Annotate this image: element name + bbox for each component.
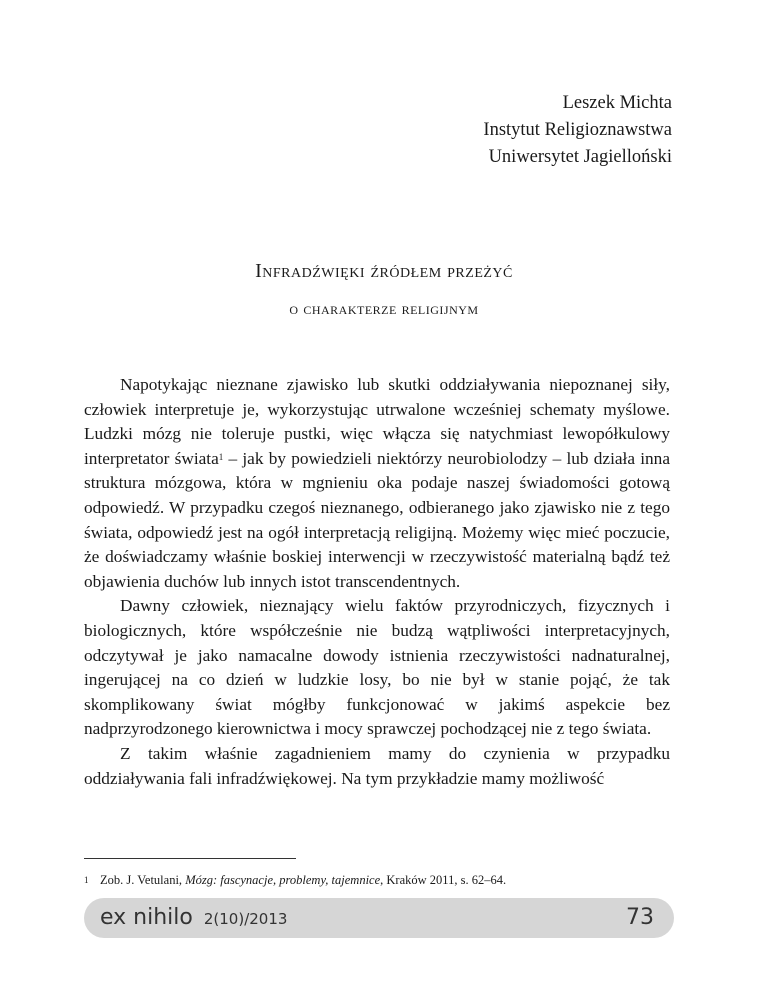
title-line-2: o charakterze religijnym (289, 299, 479, 318)
article-title (0, 258, 768, 320)
paragraph-1 (84, 373, 670, 594)
footnote-1 (84, 872, 506, 888)
article-body (84, 373, 670, 791)
page-number: 73 (626, 905, 654, 930)
author-institute: Instytut Religioznawstwa (483, 120, 672, 140)
author-name: Leszek Michta (562, 93, 672, 113)
journal-title: ex nihilo (100, 905, 193, 930)
footer-bar (84, 898, 674, 938)
footnote-number: 1 (84, 875, 89, 885)
footnote-suffix: , Kraków 2011, s. 62–64. (380, 873, 507, 887)
paragraph-3: Z takim właśnie zagadnieniem mamy do czynienia w przypadku oddziaływania fali infradźwiękowej. Na tym przykładzie mamy możliwość (84, 743, 670, 788)
footnote-book-title: Mózg: fascynacje, problemy, tajemnice (185, 873, 381, 887)
journal-issue: 2(10)/2013 (203, 910, 288, 928)
footnote-prefix: Zob. J. Vetulani, (100, 873, 186, 887)
footnote-divider (84, 858, 296, 859)
paragraph-1-text-a: Napotykając nieznane zjawisko lub skutki oddziaływania niepoznanej siły, człowiek interpretuje je, wykorzystując utrwalone wcześniej schematy myślowe. Ludzki mózg nie toleruje pustki, więc włącza się natychmiast lewopółkulowy interpretator świata (84, 375, 670, 468)
author-block (483, 90, 672, 171)
paragraph-2: Dawny człowiek, nieznający wielu faktów przyrodniczych, fizycznych i biologicznych, które współcześnie nie budzą wątpliwości interpretacyjnych, odczytywał je jako namacalne dowody istnienia rzeczywistości nadnaturalnej, ingerującej na co dzień w ludzkie losy, bo nie był w stanie pojąć, że tak skomplikowany świat mógłby funkcjonować w jakimś aspekcie bez nadprzyrodzonego kierownictwa i mocy sprawczej pochodzącej nie z tego świata. (84, 596, 670, 739)
author-university: Uniwersytet Jagielloński (488, 147, 672, 167)
title-line-1: Infradźwięki źródłem przeżyć (255, 260, 513, 282)
journal-name (100, 902, 287, 935)
footnote-ref-1[interactable]: 1 (218, 451, 224, 462)
paragraph-1-text-b: – jak by powiedzieli niektórzy neurobiolodzy – lub działa inna struktura mózgowa, która w mgnieniu oka podaje naszej świadomości gotową odpowiedź. W przypadku czegoś nieznanego, odbieranego jako zjawisko nie z tego świata, odpowiedź jest na ogół interpretacją religijną. Możemy więc mieć poczucie, że doświadczamy właśnie boskiej interwencji w rzeczywistość materialną bądź też objawienia duchów lub innych istot transcendentnych. (84, 448, 670, 591)
